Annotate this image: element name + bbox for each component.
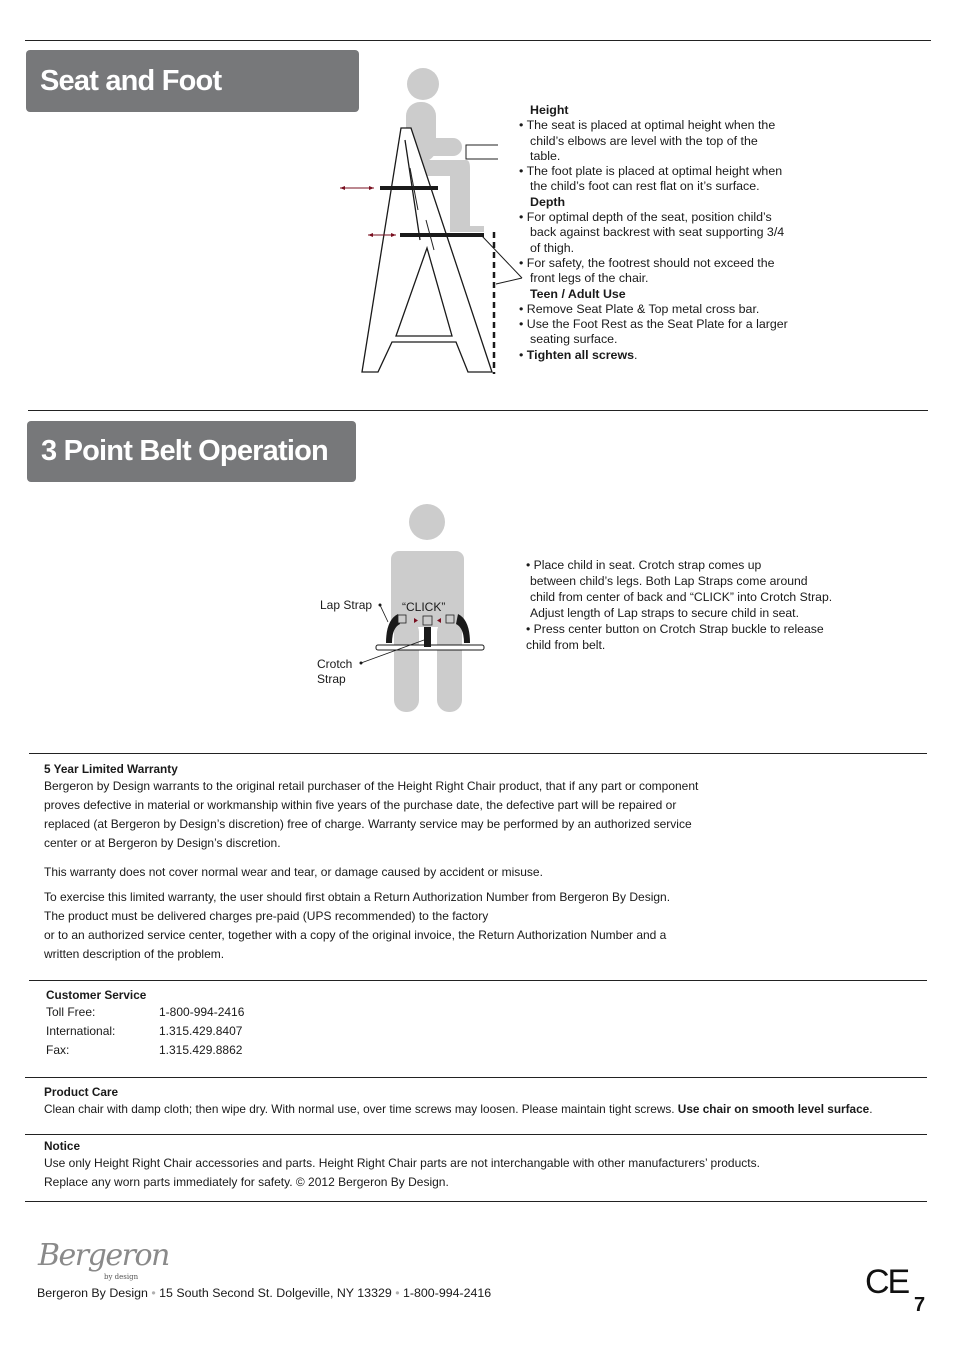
warranty-p1-line: center or at Bergeron by Design’s discretion.: [44, 836, 281, 850]
belt-bullet-1: • Place child in seat. Crotch strap comes up: [526, 558, 762, 572]
height-bullet-1: • The seat is placed at optimal height when the child’s elbows are level with the top of the table.: [519, 118, 776, 163]
contact-label: Toll Free:: [46, 1005, 96, 1019]
warranty-p3-line: or to an authorized service center, together with a copy of the original invoice, the Return Authorization Number and a: [44, 928, 667, 942]
belt-bullet-1-cont-1: between child’s legs. Both Lap Straps come around: [530, 574, 808, 588]
contact-value: 1-800-994-2416: [159, 1005, 245, 1019]
contact-value: 1.315.429.8407: [159, 1024, 243, 1038]
warranty-title: 5 Year Limited Warranty: [44, 762, 178, 776]
product-care-title: Product Care: [44, 1085, 119, 1099]
warranty-p3-line: written description of the problem.: [44, 947, 225, 961]
bergeron-logo: [38, 1238, 169, 1286]
depth-heading: Depth: [530, 194, 566, 209]
logo-subtext: by design: [104, 1273, 139, 1281]
lap-strap-pointer: [380, 605, 388, 622]
belt-bullet-2: • Press center button on Crotch Strap buckle to release: [526, 622, 824, 636]
ce-mark-icon: CE: [865, 1263, 909, 1301]
warranty-p3-line: The product must be delivered charges pre-paid (UPS recommended) to the factory: [44, 909, 489, 923]
crotch-strap-label-1: Crotch: [317, 657, 353, 671]
buckle-center-shape: [423, 616, 432, 625]
customer-service-rule: [29, 980, 927, 981]
warranty-p3: [44, 888, 698, 964]
belt-bullet-2-cont: child from belt.: [526, 638, 606, 652]
crotch-strap-shape: [424, 627, 431, 647]
contact-label: International:: [46, 1024, 116, 1038]
contact-row: [46, 1022, 243, 1041]
depth-bullet-1: • For optimal depth of the seat, position child’s back against backrest with seat supporting 3/4 of thigh.: [519, 210, 785, 255]
notice-rule: [25, 1134, 927, 1135]
belt-child-head-icon: [409, 504, 445, 540]
height-heading: Height: [530, 103, 569, 117]
contact-row: [46, 1041, 243, 1060]
footer-company: Bergeron By Design: [37, 1286, 148, 1300]
notice-title: Notice: [44, 1139, 81, 1153]
warranty-p3-line: To exercise this limited warranty, the user should first obtain a Return Authorization Number from Bergeron By Design.: [44, 890, 671, 904]
logo-text: Bergeron: [38, 1238, 169, 1273]
belt-bullet-1-cont-2: child from center of back and “CLICK” into Crotch Strap.: [530, 590, 833, 604]
belt-instructions: [526, 557, 832, 653]
warranty-section: [44, 761, 698, 964]
customer-service-section: [46, 987, 245, 1060]
belt-child-right-leg-shape: [437, 620, 462, 712]
seat-adjustment-title: Seat and Foot Adjustment: [40, 65, 222, 159]
notice-line-1: Use only Height Right Chair accessories and parts. Height Right Chair parts are not interchangable with other manufacturers’ products.: [44, 1156, 760, 1170]
warranty-p1-line: replaced (at Bergeron by Design’s discretion) free of charge. Warranty service may be performed by an authorized service: [44, 817, 692, 831]
footer-address: 15 South Second St. Dolgeville, NY 13329: [159, 1286, 392, 1300]
teen-bullet-1: • Remove Seat Plate & Top metal cross bar.: [519, 301, 760, 316]
product-care-text: Clean chair with damp cloth; then wipe dry. With normal use, over time screws may loosen. Please maintain tight screws. Use chair on smooth level surface.: [44, 1102, 873, 1116]
crotch-strap-label-2: Strap: [317, 672, 346, 686]
teen-bullet-2: • Use the Foot Rest as the Seat Plate for a larger seating surface.: [519, 317, 788, 347]
contact-label: Fax:: [46, 1043, 70, 1057]
bottom-rule: [25, 1201, 927, 1202]
warranty-p1: [44, 777, 698, 853]
depth-bullet-2: • For safety, the footrest should not exceed the front legs of the chair.: [519, 255, 775, 286]
customer-service-title: Customer Service: [46, 988, 147, 1002]
page-number: 7: [914, 1294, 926, 1316]
height-bullet-2: • The foot plate is placed at optimal height when the child’s foot can rest flat on it’s surface.: [519, 164, 783, 194]
buckle-right-shape: [446, 615, 454, 623]
buckle-left-shape: [398, 615, 406, 623]
footer-separator: •: [151, 1286, 156, 1300]
contact-row: [46, 1003, 245, 1022]
belt-operation-title: 3 Point Belt Operation: [41, 435, 328, 467]
belt-bullet-1-cont-3: Adjust length of Lap straps to secure child in seat.: [530, 606, 799, 620]
warranty-p1-line: proves defective in material or workmanship within five years of the purchase date, the defective part will be repaired or: [44, 798, 677, 812]
product-care-rule: [25, 1077, 927, 1078]
contact-value: 1.315.429.8862: [159, 1043, 243, 1057]
notice-section: [44, 1138, 760, 1192]
warranty-p2: This warranty does not cover normal wear and tear, or damage caused by accident or misuse.: [44, 865, 543, 879]
teen-heading: Teen / Adult Use: [530, 286, 626, 301]
notice-line-2: Replace any worn parts immediately for safety. © 2012 Bergeron By Design.: [44, 1175, 449, 1189]
tighten-bullet: • Tighten all screws.: [519, 347, 638, 362]
click-label: “CLICK”: [402, 600, 446, 614]
product-care-section: [44, 1084, 873, 1119]
footer-address-line: [37, 1286, 491, 1300]
footer-separator: •: [395, 1286, 400, 1300]
lap-strap-label: Lap Strap: [320, 598, 373, 612]
warranty-rule: [29, 753, 927, 754]
belt-child-left-leg-shape: [394, 620, 419, 712]
footer-phone: 1-800-994-2416: [403, 1286, 492, 1300]
warranty-p1-line: Bergeron by Design warrants to the original retail purchaser of the Height Right Chair product, that if any part or component: [44, 779, 699, 793]
